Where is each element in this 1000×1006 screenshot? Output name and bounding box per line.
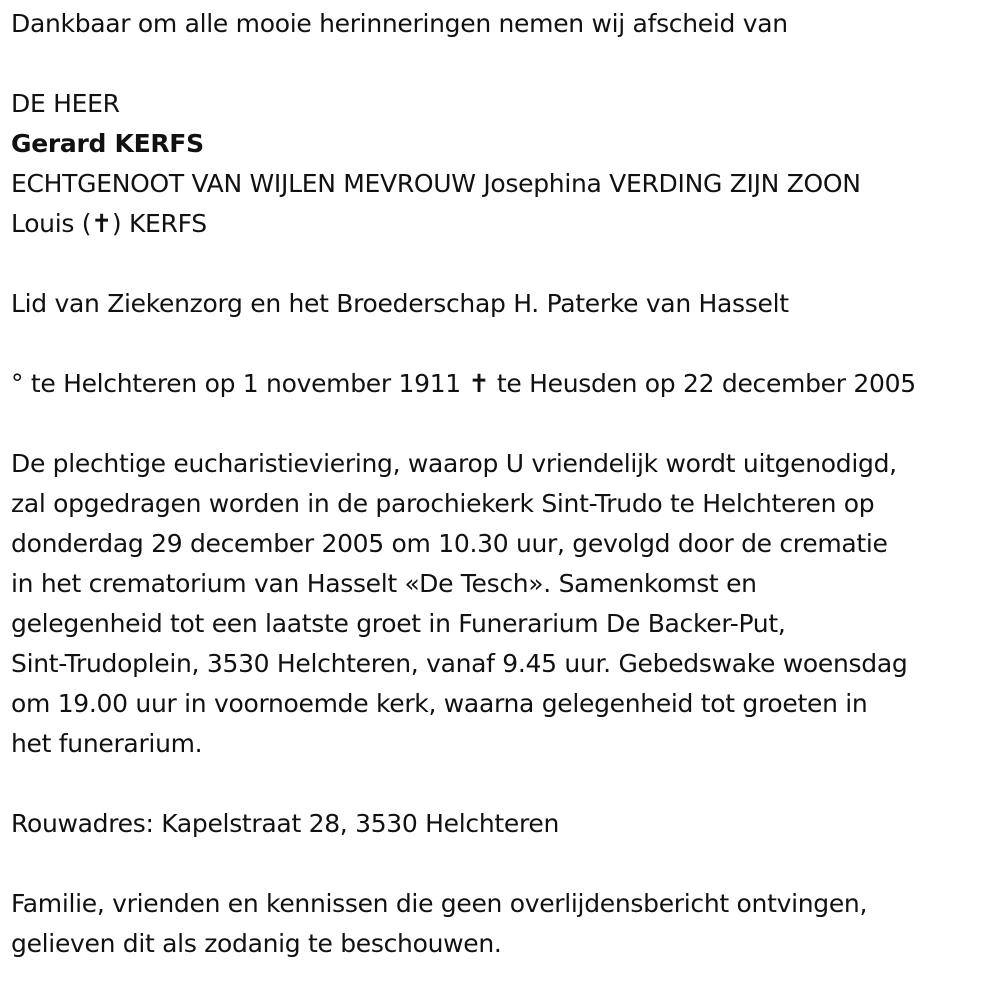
ceremony-line: De plechtige eucharistieviering, waarop U vriendelijk wordt uitgenodigd, bbox=[11, 449, 897, 478]
closing-line: Familie, vrienden en kennissen die geen overlijdensbericht ontvingen, bbox=[11, 889, 868, 918]
spacer bbox=[11, 764, 991, 804]
birth-text: ° te Helchteren op 1 november 1911 bbox=[11, 369, 461, 398]
spacer bbox=[11, 44, 991, 84]
death-notice bbox=[11, 0, 991, 964]
death-text: te Heusden op 22 december 2005 bbox=[496, 369, 916, 398]
ceremony-paragraph bbox=[11, 444, 991, 764]
spacer bbox=[11, 324, 991, 364]
ceremony-line: om 19.00 uur in voornoemde kerk, waarna gelegenheid tot groeten in bbox=[11, 689, 868, 718]
closing-paragraph bbox=[11, 884, 991, 964]
relation-line: Louis (✝) KERFS bbox=[11, 209, 207, 238]
ceremony-line: in het crematorium van Hasselt «De Tesch». Samenkomst en bbox=[11, 569, 757, 598]
closing-line: gelieven dit als zodanig te beschouwen. bbox=[11, 929, 502, 958]
membership-text: Lid van Ziekenzorg en het Broederschap H. Paterke van Hasselt bbox=[11, 289, 789, 318]
ceremony-line: Sint-Trudoplein, 3530 Helchteren, vanaf 9.45 uur. Gebedswake woensdag bbox=[11, 649, 908, 678]
intro-text: Dankbaar om alle mooie herinneringen nemen wij afscheid van bbox=[11, 9, 788, 38]
ceremony-line: donderdag 29 december 2005 om 10.30 uur, gevolgd door de crematie bbox=[11, 529, 888, 558]
mourning-address: Rouwadres: Kapelstraat 28, 3530 Helchteren bbox=[11, 809, 560, 838]
birth-death-line bbox=[11, 364, 991, 404]
spacer bbox=[11, 404, 991, 444]
relation-line: ECHTGENOOT VAN WIJLEN MEVROUW Josephina VERDING ZIJN ZOON bbox=[11, 169, 861, 198]
ceremony-line: het funerarium. bbox=[11, 729, 203, 758]
cross-icon: ✝ bbox=[468, 369, 490, 398]
spacer bbox=[11, 844, 991, 884]
ceremony-line: zal opgedragen worden in de parochiekerk Sint-Trudo te Helchteren op bbox=[11, 489, 875, 518]
ceremony-line: gelegenheid tot een laatste groet in Funerarium De Backer-Put, bbox=[11, 609, 786, 638]
deceased-name: Gerard KERFS bbox=[11, 129, 204, 158]
honorific-title: DE HEER bbox=[11, 89, 120, 118]
spacer bbox=[11, 244, 991, 284]
